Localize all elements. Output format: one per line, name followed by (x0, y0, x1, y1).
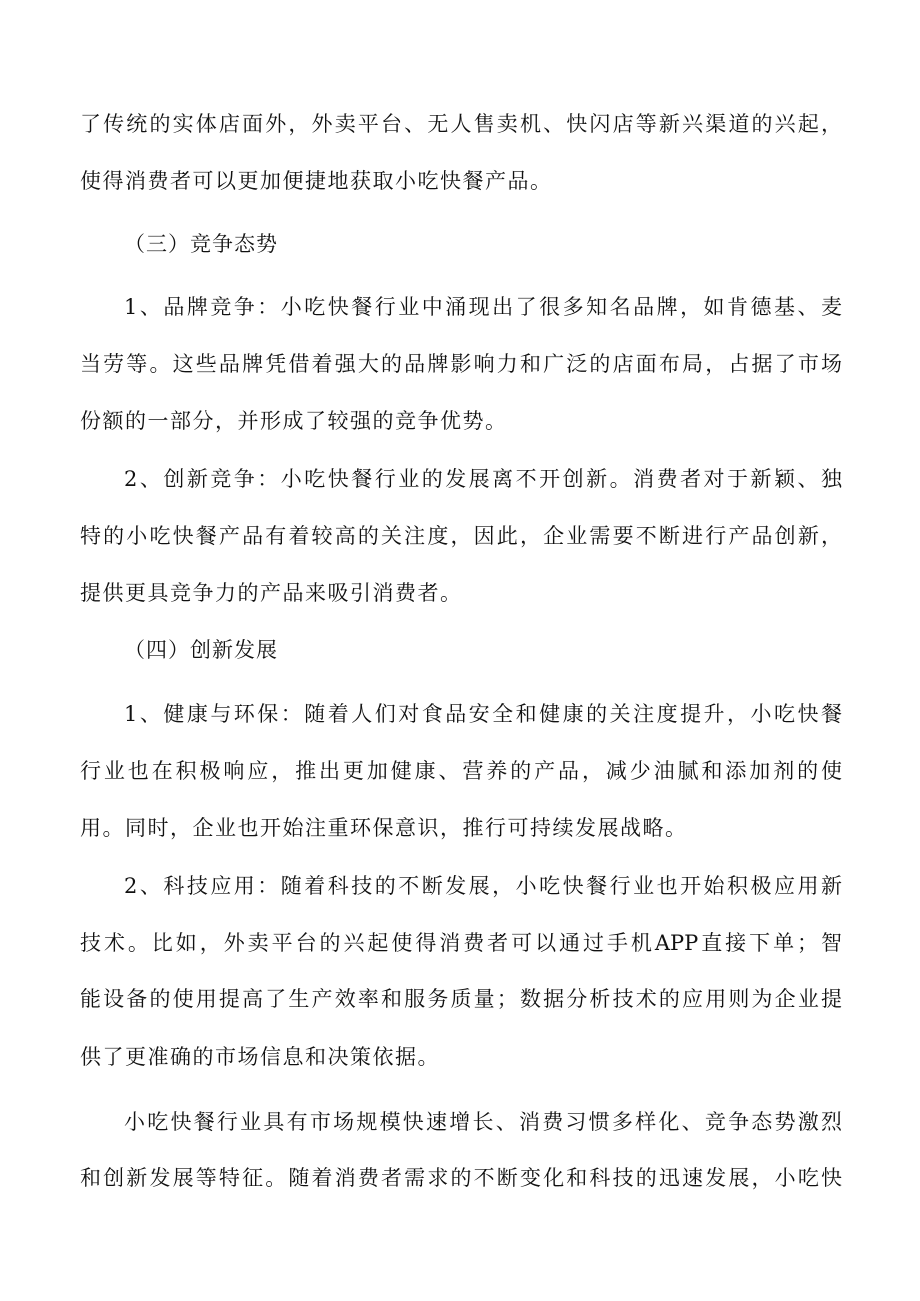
paragraph-line: 1、健康与环保：随着人们对食品安全和健康的关注度提升，小吃快餐 (124, 702, 842, 726)
paragraph-line: 1、品牌竞争：小吃快餐行业中涌现出了很多知名品牌，如肯德基、麦 (124, 295, 842, 319)
paragraph-line: 用。同时，企业也开始注重环保意识，推行可持续发展战略。 (80, 816, 688, 840)
paragraph-line: 技术。比如，外卖平台的兴起使得消费者可以通过手机APP直接下单；智 (80, 931, 842, 955)
paragraph-line: 能设备的使用提高了生产效率和服务质量；数据分析技术的应用则为企业提 (80, 987, 842, 1011)
paragraph-line: 使得消费者可以更加便捷地获取小吃快餐产品。 (80, 169, 553, 193)
paragraph-line: 当劳等。这些品牌凭借着强大的品牌影响力和广泛的店面布局，占据了市场 (80, 352, 842, 376)
paragraph-line: 供了更准确的市场信息和决策依据。 (80, 1045, 440, 1069)
section-heading: （四）创新发展 (124, 638, 278, 662)
paragraph-line: 小吃快餐行业具有市场规模快速增长、消费习惯多样化、竞争态势激烈 (124, 1110, 842, 1134)
paragraph-line: 和创新发展等特征。随着消费者需求的不断变化和科技的迅速发展，小吃快 (80, 1166, 842, 1190)
paragraph-line: 行业也在积极响应，推出更加健康、营养的产品，减少油腻和添加剂的使 (80, 759, 842, 783)
paragraph-line: 份额的一部分，并形成了较强的竞争优势。 (80, 409, 508, 433)
paragraph-line: 特的小吃快餐产品有着较高的关注度，因此，企业需要不断进行产品创新， (80, 524, 842, 548)
section-heading: （三）竞争态势 (124, 232, 278, 256)
paragraph-line: 2、创新竞争：小吃快餐行业的发展离不开创新。消费者对于新颖、独 (124, 467, 842, 491)
paragraph-line: 了传统的实体店面外，外卖平台、无人售卖机、快闪店等新兴渠道的兴起， (80, 112, 842, 136)
paragraph-line: 2、科技应用：随着科技的不断发展，小吃快餐行业也开始积极应用新 (124, 874, 842, 898)
paragraph-line: 提供更具竞争力的产品来吸引消费者。 (80, 581, 463, 605)
